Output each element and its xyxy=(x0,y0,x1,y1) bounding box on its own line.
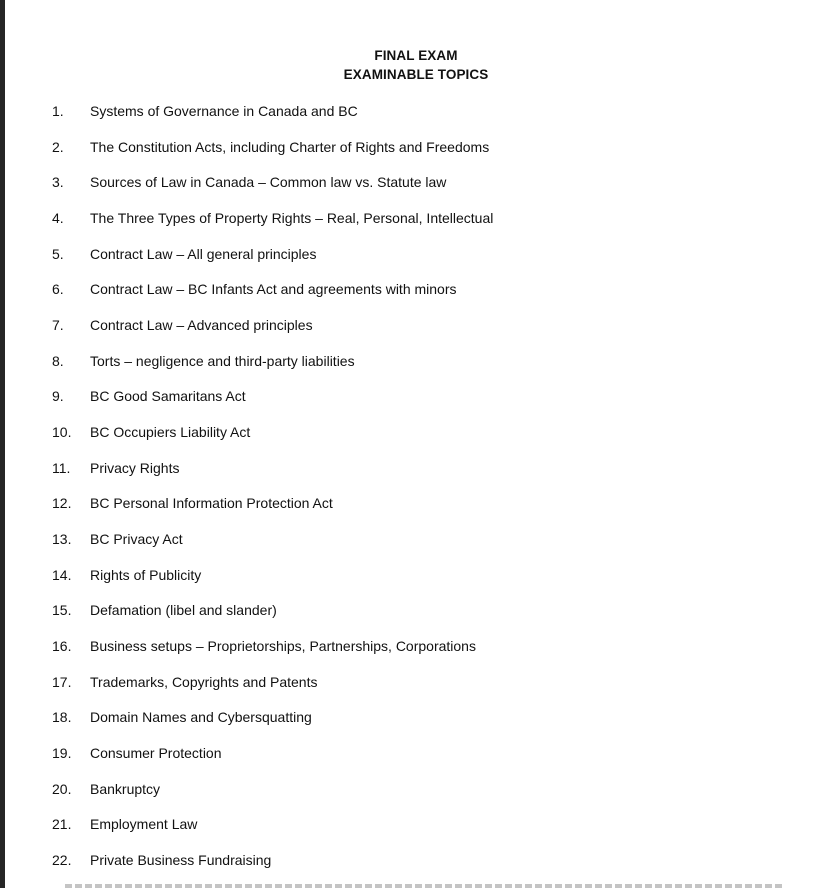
topic-text: Contract Law – Advanced principles xyxy=(90,317,313,333)
topic-number: 3. xyxy=(52,174,64,190)
topic-item xyxy=(5,386,765,406)
topic-text: Contract Law – BC Infants Act and agreements with minors xyxy=(90,281,457,297)
topic-item xyxy=(5,458,765,478)
topic-number: 1. xyxy=(52,103,64,119)
topic-text: BC Privacy Act xyxy=(90,531,183,547)
topic-text: Private Business Fundraising xyxy=(90,852,272,868)
topic-text: The Constitution Acts, including Charter of Rights and Freedoms xyxy=(90,139,490,155)
topic-text: Privacy Rights xyxy=(90,460,180,476)
topic-item xyxy=(5,743,765,763)
topic-item xyxy=(5,244,765,264)
topic-number: 5. xyxy=(52,246,64,262)
topic-text: Rights of Publicity xyxy=(90,567,202,583)
document-page xyxy=(5,0,821,888)
topic-number: 10. xyxy=(52,424,72,440)
topic-number: 22. xyxy=(52,852,72,868)
topic-number: 14. xyxy=(52,567,72,583)
topic-number: 11. xyxy=(52,460,71,476)
topic-text: Consumer Protection xyxy=(90,745,222,761)
topic-item xyxy=(5,565,765,585)
topic-item xyxy=(5,707,765,727)
topic-text: BC Personal Information Protection Act xyxy=(90,495,333,511)
topic-text: Contract Law – All general principles xyxy=(90,246,317,262)
document-subtitle: EXAMINABLE TOPICS xyxy=(343,67,489,82)
topic-item xyxy=(5,493,765,513)
topic-item xyxy=(5,814,765,834)
topic-number: 19. xyxy=(52,745,72,761)
topic-item xyxy=(5,422,765,442)
topic-number: 17. xyxy=(52,674,72,690)
topic-item xyxy=(5,172,765,192)
topic-text: Sources of Law in Canada – Common law vs. Statute law xyxy=(90,174,447,190)
topic-number: 8. xyxy=(52,353,64,369)
topic-item xyxy=(5,137,765,157)
topic-item xyxy=(5,850,765,870)
topic-item xyxy=(5,600,765,620)
topic-item xyxy=(5,779,765,799)
topic-text: Systems of Governance in Canada and BC xyxy=(90,103,358,119)
topic-text: Trademarks, Copyrights and Patents xyxy=(90,674,318,690)
topic-number: 4. xyxy=(52,210,64,226)
topic-number: 18. xyxy=(52,709,72,725)
document-title: FINAL EXAM xyxy=(374,48,458,63)
topic-text: Bankruptcy xyxy=(90,781,161,797)
topic-text: BC Good Samaritans Act xyxy=(90,388,246,404)
topic-item xyxy=(5,101,765,121)
topic-number: 13. xyxy=(52,531,72,547)
topic-text: Defamation (libel and slander) xyxy=(90,602,277,618)
topic-item xyxy=(5,636,765,656)
topic-number: 2. xyxy=(52,139,64,155)
topic-text: Business setups – Proprietorships, Partnerships, Corporations xyxy=(90,638,476,654)
topic-item xyxy=(5,529,765,549)
topic-item xyxy=(5,208,765,228)
topic-text: Employment Law xyxy=(90,816,198,832)
topic-number: 7. xyxy=(52,317,64,333)
topic-text: The Three Types of Property Rights – Real, Personal, Intellectual xyxy=(90,210,494,226)
topic-item xyxy=(5,315,765,335)
topic-text: BC Occupiers Liability Act xyxy=(90,424,251,440)
topic-item xyxy=(5,351,765,371)
topic-number: 20. xyxy=(52,781,72,797)
topic-number: 16. xyxy=(52,638,72,654)
topic-text: Domain Names and Cybersquatting xyxy=(90,709,312,725)
topic-item xyxy=(5,672,765,692)
topic-number: 12. xyxy=(52,495,72,511)
topic-number: 6. xyxy=(52,281,64,297)
topic-item xyxy=(5,279,765,299)
topic-number: 9. xyxy=(52,388,64,404)
cut-off-next-paragraph xyxy=(65,884,785,888)
topic-number: 15. xyxy=(52,602,72,618)
topic-text: Torts – negligence and third-party liabilities xyxy=(90,353,355,369)
topic-number: 21. xyxy=(52,816,72,832)
